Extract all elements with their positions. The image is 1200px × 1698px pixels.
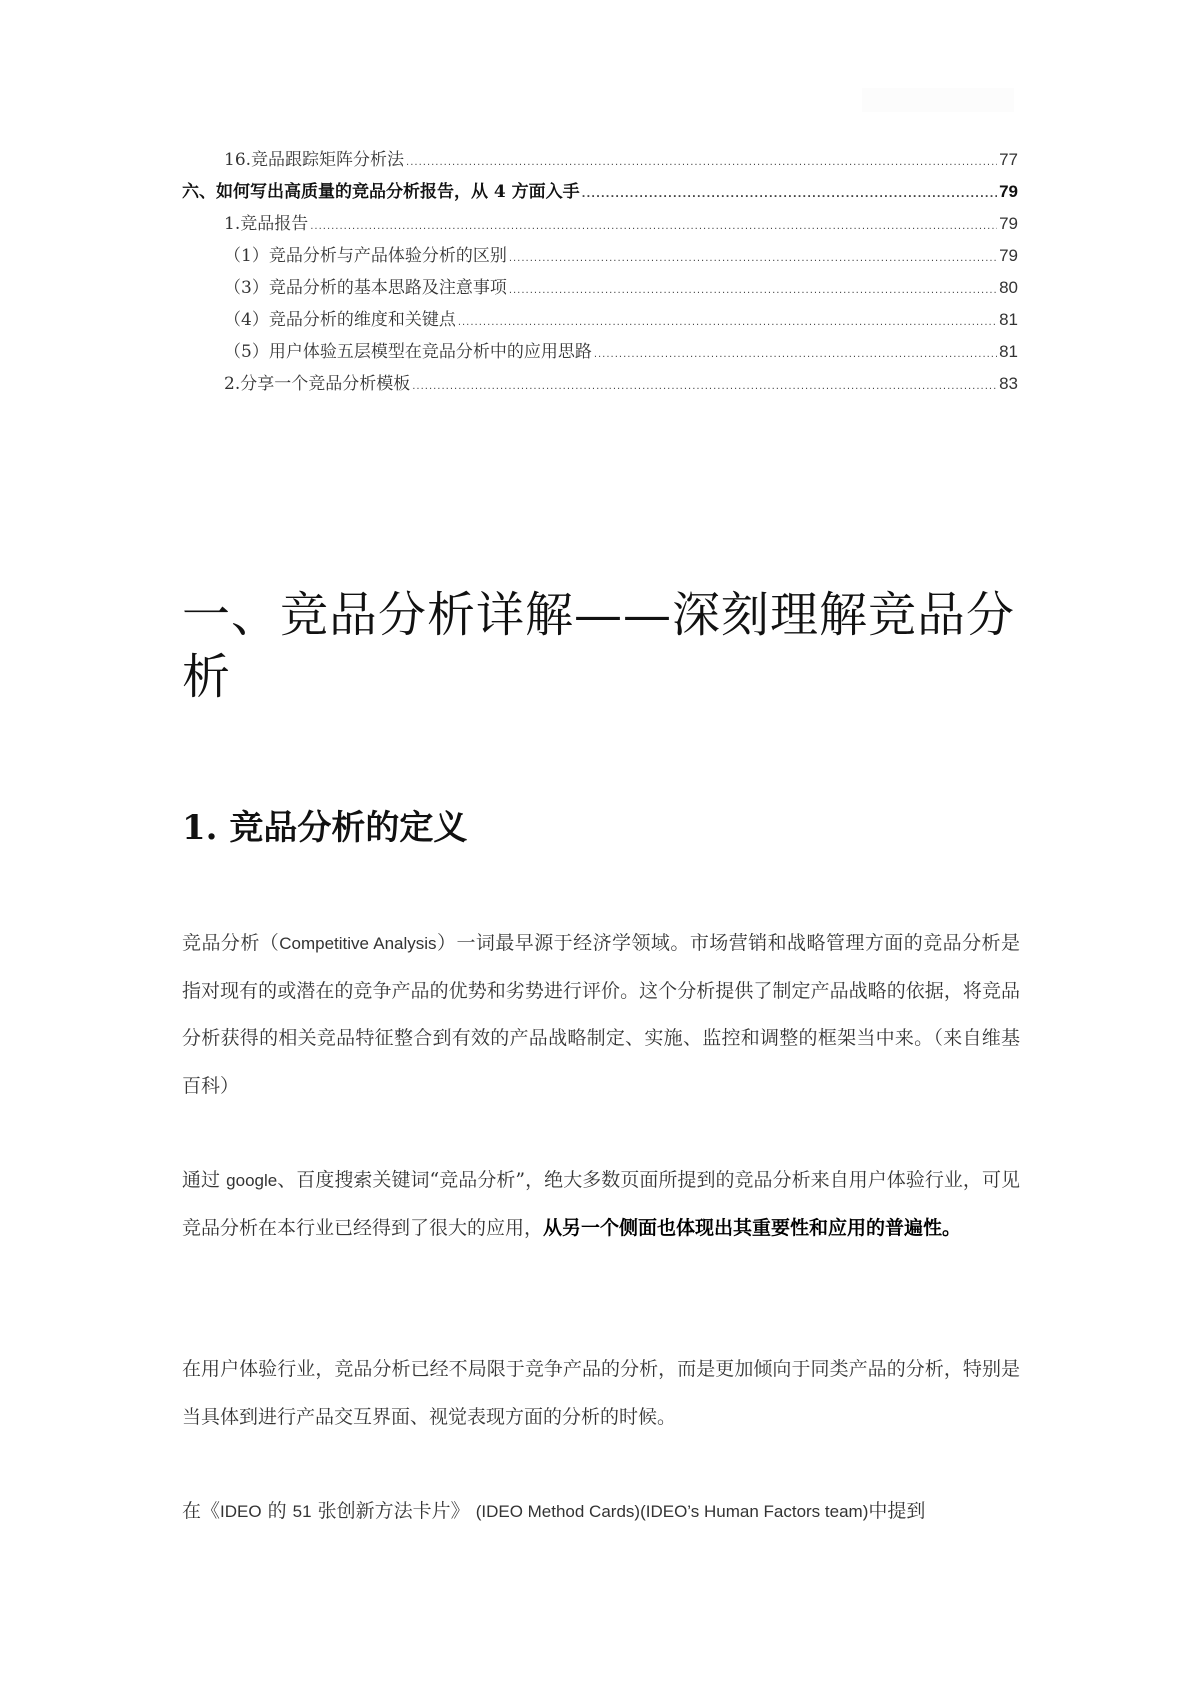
toc-entry-number: 2. bbox=[224, 374, 241, 394]
paragraph-bold-emphasis: 从另一个侧面也体现出其重要性和应用的普遍性。 bbox=[543, 1216, 962, 1239]
paragraph-text: 在用户体验行业，竞品分析已经不局限于竞争产品的分析，而是更加倾向于同类产品的分析，特别是当具体到进行产品交互界面、视觉表现方面的分析的时候。 bbox=[182, 1358, 1020, 1428]
paragraph-text: 竞品分析（ bbox=[182, 932, 280, 954]
paragraph-text: 通过 bbox=[182, 1169, 227, 1191]
chapter-title: 一、竞品分析详解——深刻理解竞品分析 bbox=[182, 587, 1016, 705]
paragraph-definition bbox=[182, 920, 1020, 1110]
paragraph-text: ）一词最早源于经济学领域。市场营销和战略管理方面的竞品分析是指对现有的或潜在的竞争产品的优势和劣势进行评价。这个分析提供了制定产品战略的依据，将竞品分析获得的相关竞品特征整合到有效的产品战略制定、实施、监控和调整的框架当中来。（来自维基百科） bbox=[182, 932, 1020, 1097]
paragraph-text: 张创新方法卡片》 bbox=[311, 1500, 476, 1522]
toc-entry-page: 79 bbox=[999, 214, 1018, 233]
toc-entry-number: 16. bbox=[224, 150, 252, 170]
toc-entry-page: 80 bbox=[999, 278, 1018, 297]
toc-entry-page: 83 bbox=[999, 374, 1018, 393]
toc-entry-label: 如何写出高质量的竞品分析报告，从 4 方面入手 bbox=[216, 182, 580, 202]
toc-entry-number: 六、 bbox=[182, 182, 216, 202]
toc-entry-label: 竞品报告 bbox=[240, 214, 309, 234]
paragraph-text: 在《 bbox=[182, 1500, 221, 1522]
toc-entry-page: 79 bbox=[999, 246, 1018, 265]
section-title: 1. 竞品分析的定义 bbox=[182, 808, 468, 848]
toc-leader-dots bbox=[594, 339, 997, 371]
toc-entry-number: 1. bbox=[224, 214, 241, 234]
toc-leader-dots bbox=[509, 243, 997, 275]
toc-entry-page: 77 bbox=[999, 150, 1018, 169]
toc-entry-label: 竞品分析的维度和关键点 bbox=[268, 310, 456, 330]
toc-leader-dots bbox=[310, 211, 997, 243]
toc-leader-dots bbox=[509, 275, 997, 307]
paragraph-ux-industry bbox=[182, 1346, 1020, 1441]
toc-entry-page: 79 bbox=[999, 182, 1018, 201]
toc-leader-dots bbox=[582, 179, 997, 211]
toc-entry-label: 竞品跟踪矩阵分析法 bbox=[251, 150, 405, 170]
paragraph-text: 、百度搜索关键词“竞品分析”，绝大多数页面所提到的竞品分析来自用户体验行业，可见竞品分析在本行业已经得到了很大的应用， bbox=[182, 1169, 1020, 1239]
toc-entry[interactable] bbox=[182, 336, 1018, 368]
paragraph-latin-term: IDEO bbox=[220, 1502, 262, 1521]
paragraph-latin-term: 51 bbox=[292, 1502, 312, 1521]
toc-entry[interactable] bbox=[182, 304, 1018, 336]
toc-entry-page: 81 bbox=[999, 310, 1018, 329]
table-of-contents bbox=[182, 144, 1018, 400]
toc-entry[interactable] bbox=[182, 368, 1018, 400]
paragraph-text: 的 bbox=[261, 1500, 293, 1522]
toc-entry-number: （1） bbox=[224, 246, 269, 266]
toc-leader-dots bbox=[458, 307, 997, 339]
paragraph-text: 中提到 bbox=[868, 1500, 926, 1522]
paragraph-latin-term: Competitive Analysis bbox=[279, 934, 437, 953]
toc-leader-dots bbox=[406, 147, 997, 179]
toc-entry-label: 竞品分析与产品体验分析的区别 bbox=[268, 246, 507, 266]
toc-entry[interactable] bbox=[182, 176, 1018, 208]
toc-entry[interactable] bbox=[182, 272, 1018, 304]
paragraph-latin-term: google bbox=[226, 1171, 278, 1190]
toc-entry-number: （4） bbox=[224, 310, 269, 330]
paragraph-ideo bbox=[182, 1488, 1020, 1536]
header-placeholder-box bbox=[862, 88, 1014, 112]
toc-entry-number: （5） bbox=[224, 342, 269, 362]
toc-entry[interactable] bbox=[182, 144, 1018, 176]
paragraph-search-usage bbox=[182, 1157, 1020, 1252]
toc-entry-page: 81 bbox=[999, 342, 1018, 361]
toc-entry[interactable] bbox=[182, 208, 1018, 240]
toc-entry-label: 分享一个竞品分析模板 bbox=[240, 374, 411, 394]
toc-leader-dots bbox=[412, 371, 997, 403]
toc-entry[interactable] bbox=[182, 240, 1018, 272]
toc-entry-number: （3） bbox=[224, 278, 269, 298]
paragraph-latin-term: (IDEO Method Cards)(IDEO’s Human Factors team) bbox=[475, 1502, 869, 1521]
toc-entry-label: 竞品分析的基本思路及注意事项 bbox=[268, 278, 507, 298]
toc-entry-label: 用户体验五层模型在竞品分析中的应用思路 bbox=[268, 342, 592, 362]
